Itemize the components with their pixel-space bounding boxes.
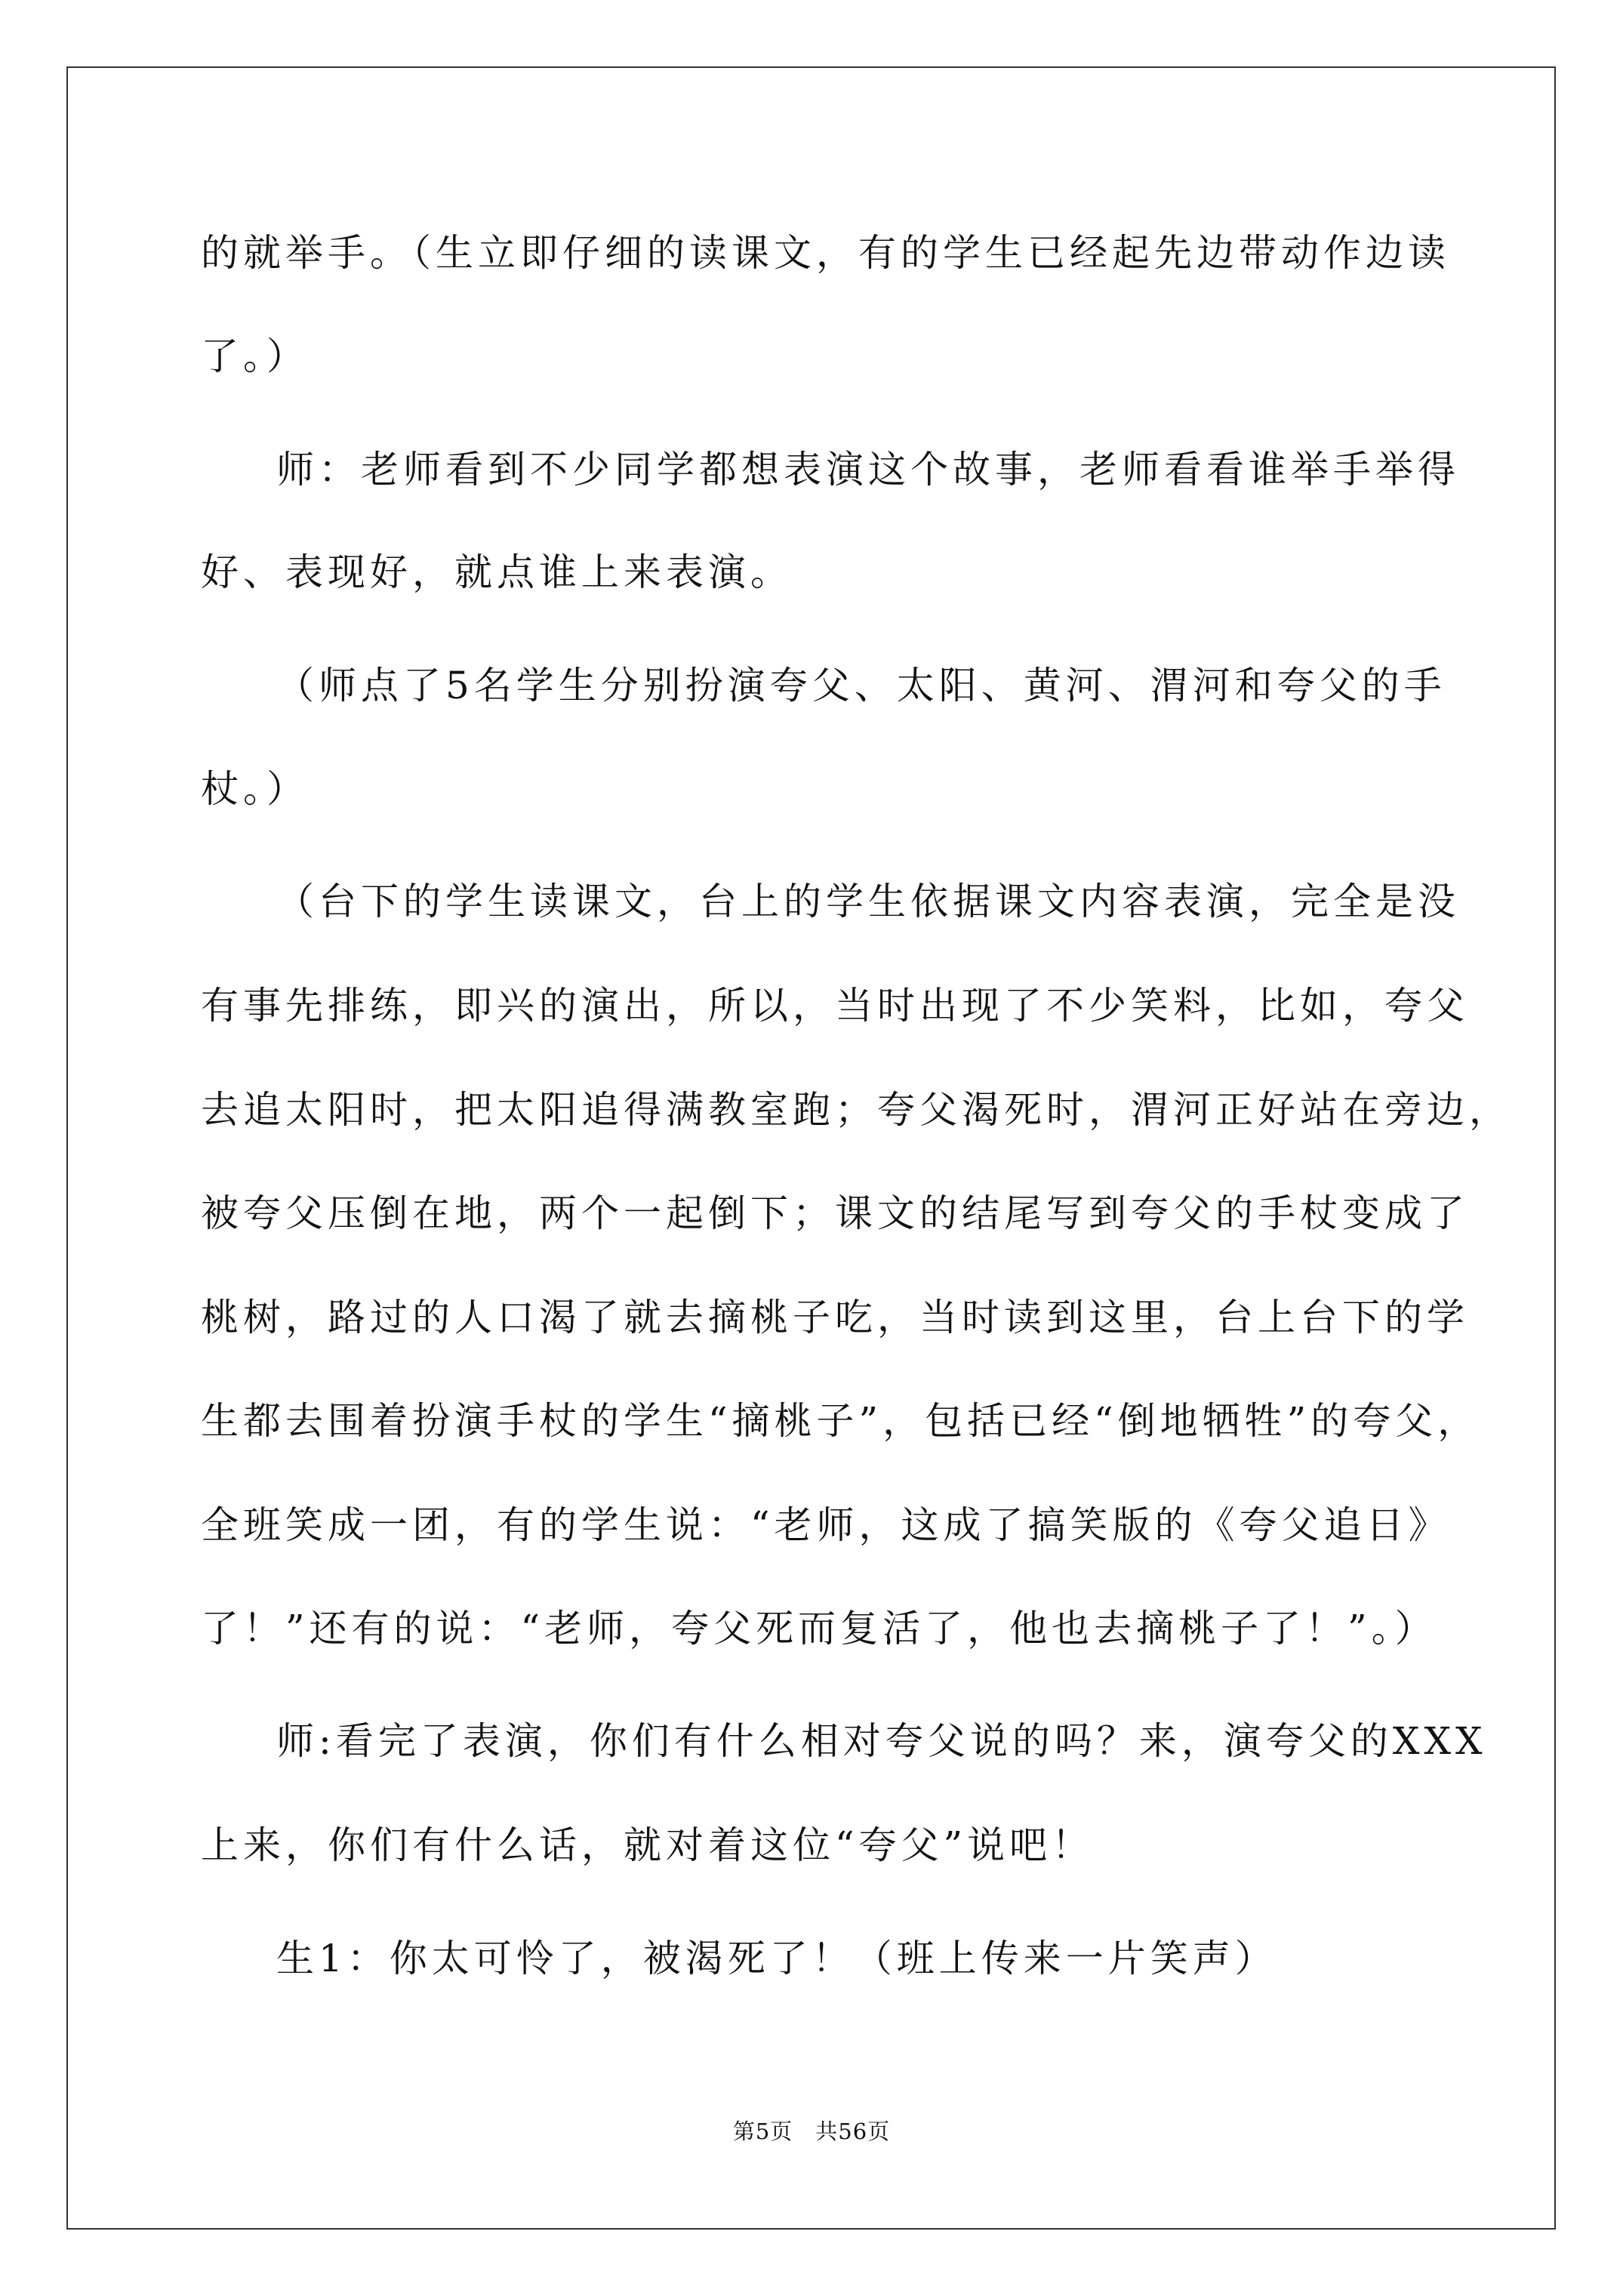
- text-line: 桃树，路过的人口渴了就去摘桃子吃，当时读到这里，台上台下的学: [201, 1296, 1469, 1339]
- text-line: 生都去围着扮演手杖的学生“摘桃子”，包括已经“倒地牺牲”的夸父，: [201, 1399, 1480, 1443]
- text-line: 了！”还有的说：“老师，夸父死而复活了，他也去摘桃子了！”。）: [201, 1607, 1437, 1650]
- text-line: 生1：你太可怜了，被渴死了！（班上传来一片笑声）: [276, 1937, 1277, 1980]
- text-line: 被夸父压倒在地，两个一起倒下；课文的结尾写到夸父的手杖变成了: [201, 1191, 1469, 1235]
- text-line: 去追太阳时，把太阳追得满教室跑；夸父渴死时，渭河正好站在旁边，: [201, 1088, 1511, 1132]
- text-line: 全班笑成一团，有的学生说：“老师，这成了搞笑版的《夸父追日》: [201, 1503, 1451, 1547]
- page-border: [66, 66, 1556, 2230]
- text-line: （师点了5名学生分别扮演夸父、太阳、黄河、渭河和夸父的手: [276, 664, 1446, 707]
- text-line: 了。）: [201, 334, 309, 378]
- text-line: 上来，你们有什么话，就对着这位“夸父”说吧！: [201, 1823, 1095, 1867]
- text-line: 有事先排练，即兴的演出，所以，当时出现了不少笑料，比如，夸父: [201, 984, 1469, 1028]
- text-line: （台下的学生读课文，台上的学生依据课文内容表演，完全是没: [276, 880, 1460, 923]
- text-line: 师:看完了表演，你们有什么相对夸父说的吗？来，演夸父的XXX: [276, 1719, 1487, 1763]
- text-line: 杖。）: [201, 767, 309, 811]
- text-line: 好、表现好，就点谁上来表演。: [201, 550, 793, 594]
- page-number: 第5页 共56页: [732, 2119, 891, 2144]
- text-line: 师：老师看到不少同学都想表演这个故事，老师看看谁举手举得: [276, 448, 1460, 492]
- text-line: 的就举手。（生立即仔细的读课文，有的学生已经起先边带动作边读: [201, 231, 1450, 275]
